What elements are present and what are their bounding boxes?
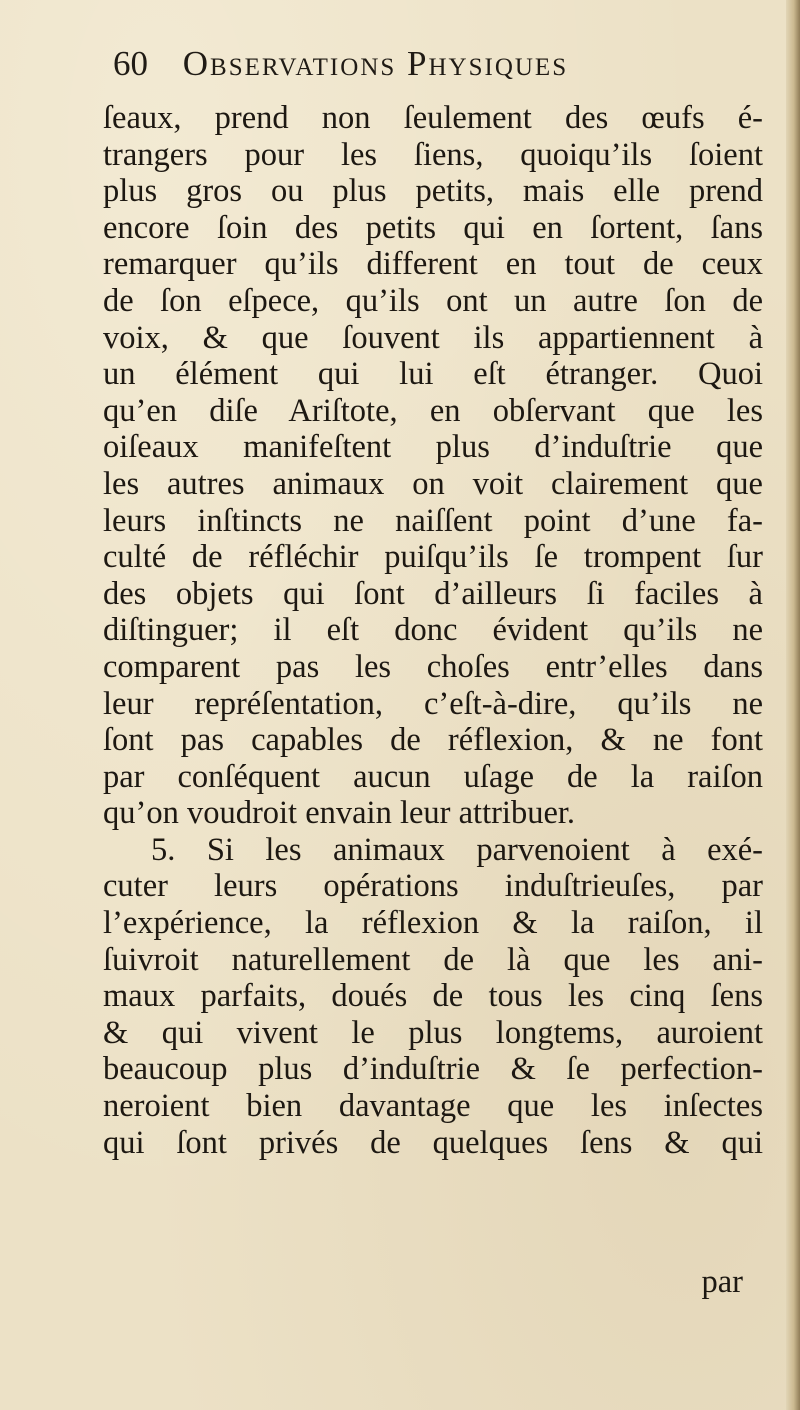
text-line: ſeaux, prend non ſeulement des œufs é- <box>103 100 763 136</box>
text-line: leur repréſentation, c’eſt-à-dire, qu’ils ne <box>103 685 763 722</box>
page-header <box>113 38 753 90</box>
text-line: des objets qui ſont d’ailleurs ſi faciles à <box>103 575 763 612</box>
text-line: par conſéquent aucun uſage de la raiſon <box>103 758 763 795</box>
text-line: culté de réfléchir puiſqu’ils ſe trompent ſur <box>103 539 763 576</box>
paragraph-end-line: qu’on voudroit envain leur attribuer. <box>103 795 576 832</box>
text-line: qu’en diſe Ariſtote, en obſervant que les <box>103 392 763 429</box>
catchword-text: par <box>701 1264 743 1300</box>
page-number: 60 <box>113 44 148 83</box>
body-text <box>103 100 763 1161</box>
catchword <box>103 1262 743 1302</box>
text-line: voix, & que ſouvent ils appartiennent à <box>103 319 763 356</box>
text-line: ſuivroit naturellement de là que les ani- <box>103 941 763 978</box>
text-line: & qui vivent le plus longtems, auroient <box>103 1014 763 1051</box>
text-line: beaucoup plus d’induſtrie & ſe perfection- <box>103 1051 763 1088</box>
page-edge-shadow <box>786 0 800 1410</box>
text-line: de ſon eſpece, qu’ils ont un autre ſon de <box>103 282 763 319</box>
text-line: maux parfaits, doués de tous les cinq ſens <box>103 978 763 1015</box>
text-line: remarquer qu’ils different en tout de ceux <box>103 246 763 283</box>
text-line: comparent pas les choſes entr’elles dans <box>103 648 763 685</box>
text-line: diſtinguer; il eſt donc évident qu’ils ne <box>103 612 763 649</box>
text-line: l’expérience, la réflexion & la raiſon, il <box>103 905 763 942</box>
running-title: Observations Physiques <box>182 44 569 83</box>
text-line: qui ſont privés de quelques ſens & qui <box>103 1124 763 1161</box>
text-line: ſont pas capables de réflexion, & ne font <box>103 722 763 759</box>
text-line: leurs inſtincts ne naiſſent point d’une fa- <box>103 502 763 539</box>
text-line: oiſeaux manifeſtent plus d’induſtrie que <box>103 429 763 466</box>
text-line: les autres animaux on voit clairement que <box>103 465 763 502</box>
text-line: plus gros ou plus petits, mais elle prend <box>103 173 763 210</box>
text-line: neroient bien davantage que les inſectes <box>103 1088 763 1125</box>
text-line: trangers pour les ſiens, quoiqu’ils ſoient <box>103 136 763 173</box>
text-line: cuter leurs opérations induſtrieuſes, par <box>103 868 763 905</box>
paragraph-start-line: 5. Si les animaux parvenoient à exé- <box>151 831 763 868</box>
text-line: encore ſoin des petits qui en ſortent, ſans <box>103 209 763 246</box>
text-line: un élément qui lui eſt étranger. Quoi <box>103 356 763 393</box>
